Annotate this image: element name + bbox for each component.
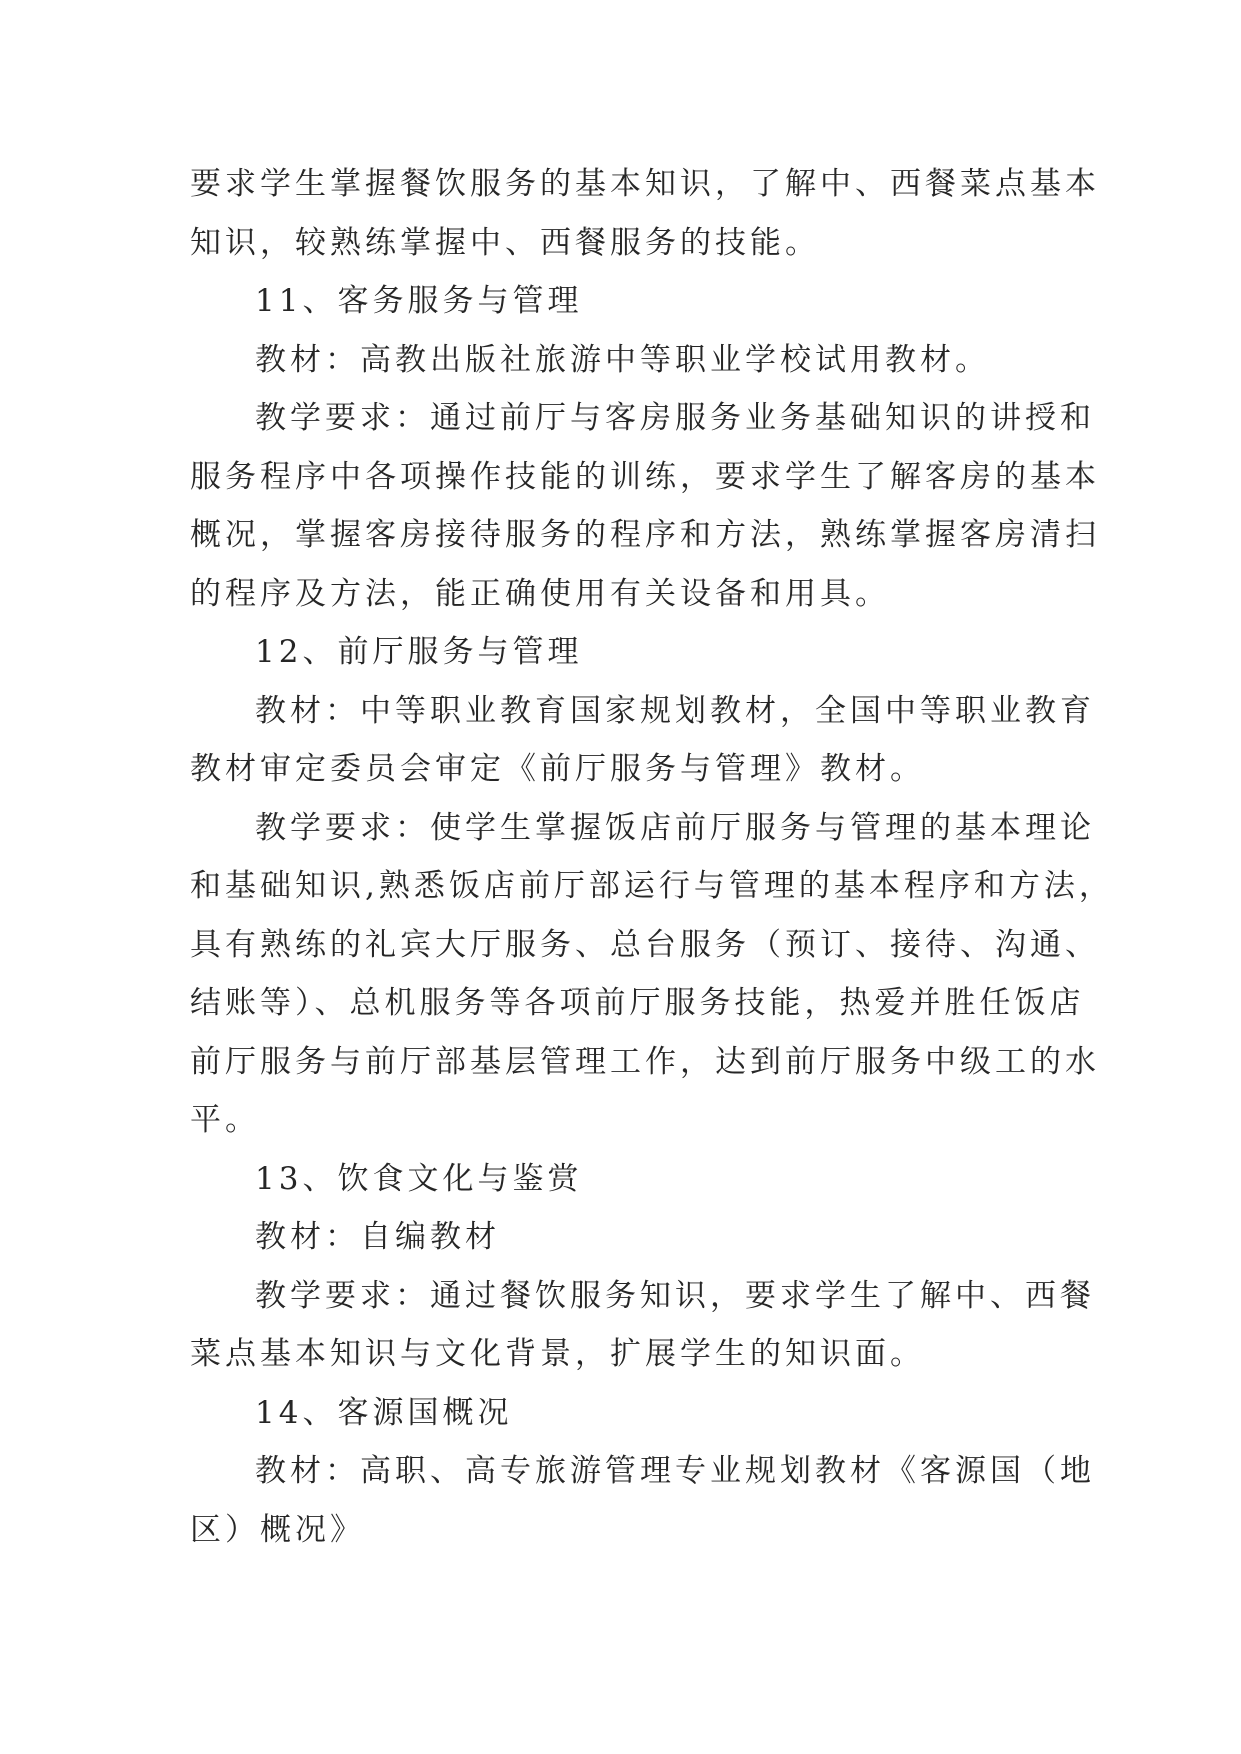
text-line: 菜点基本知识与文化背景，扩展学生的知识面。 <box>190 1336 925 1372</box>
requirement-line: 教学要求：使学生掌握饭店前厅服务与管理的基本理论 <box>255 809 1095 846</box>
text-line: 和基础知识,熟悉饭店前厅部运行与管理的基本程序和方法， <box>190 868 1114 904</box>
textbook-line: 教材：中等职业教育国家规划教材，全国中等职业教育 <box>255 692 1095 729</box>
text-line: 的程序及方法，能正确使用有关设备和用具。 <box>190 575 890 612</box>
text-line: 概况，掌握客房接待服务的程序和方法，熟练掌握客房清扫 <box>190 517 1100 553</box>
text-line: 区）概况》 <box>190 1511 365 1548</box>
section-heading: 11、客务服务与管理 <box>255 283 583 319</box>
text-line: 要求学生掌握餐饮服务的基本知识，了解中、西餐菜点基本 <box>190 166 1100 202</box>
requirement-line: 教学要求：通过前厅与客房服务业务基础知识的讲授和 <box>255 400 1095 436</box>
section-heading: 13、饮食文化与鉴赏 <box>255 1160 583 1197</box>
requirement-line: 教学要求：通过餐饮服务知识，要求学生了解中、西餐 <box>255 1277 1095 1314</box>
textbook-line: 教材：高教出版社旅游中等职业学校试用教材。 <box>255 341 990 378</box>
text-line: 教材审定委员会审定《前厅服务与管理》教材。 <box>190 751 925 787</box>
text-line: 前厅服务与前厅部基层管理工作，达到前厅服务中级工的水 <box>190 1043 1100 1080</box>
section-heading: 12、前厅服务与管理 <box>255 634 583 670</box>
text-line: 具有熟练的礼宾大厅服务、总台服务（预订、接待、沟通、 <box>190 926 1100 963</box>
textbook-line: 教材：高职、高专旅游管理专业规划教材《客源国（地 <box>255 1453 1095 1489</box>
text-line: 平。 <box>190 1102 260 1138</box>
document-body <box>190 155 1114 1559</box>
text-line: 结账等）、总机服务等各项前厅服务技能，热爱并胜任饭店 <box>190 985 1085 1021</box>
section-heading: 14、客源国概况 <box>255 1394 513 1431</box>
text-line: 服务程序中各项操作技能的训练，要求学生了解客房的基本 <box>190 458 1100 495</box>
text-line: 知识，较熟练掌握中、西餐服务的技能。 <box>190 224 820 261</box>
textbook-line: 教材：自编教材 <box>255 1219 500 1255</box>
